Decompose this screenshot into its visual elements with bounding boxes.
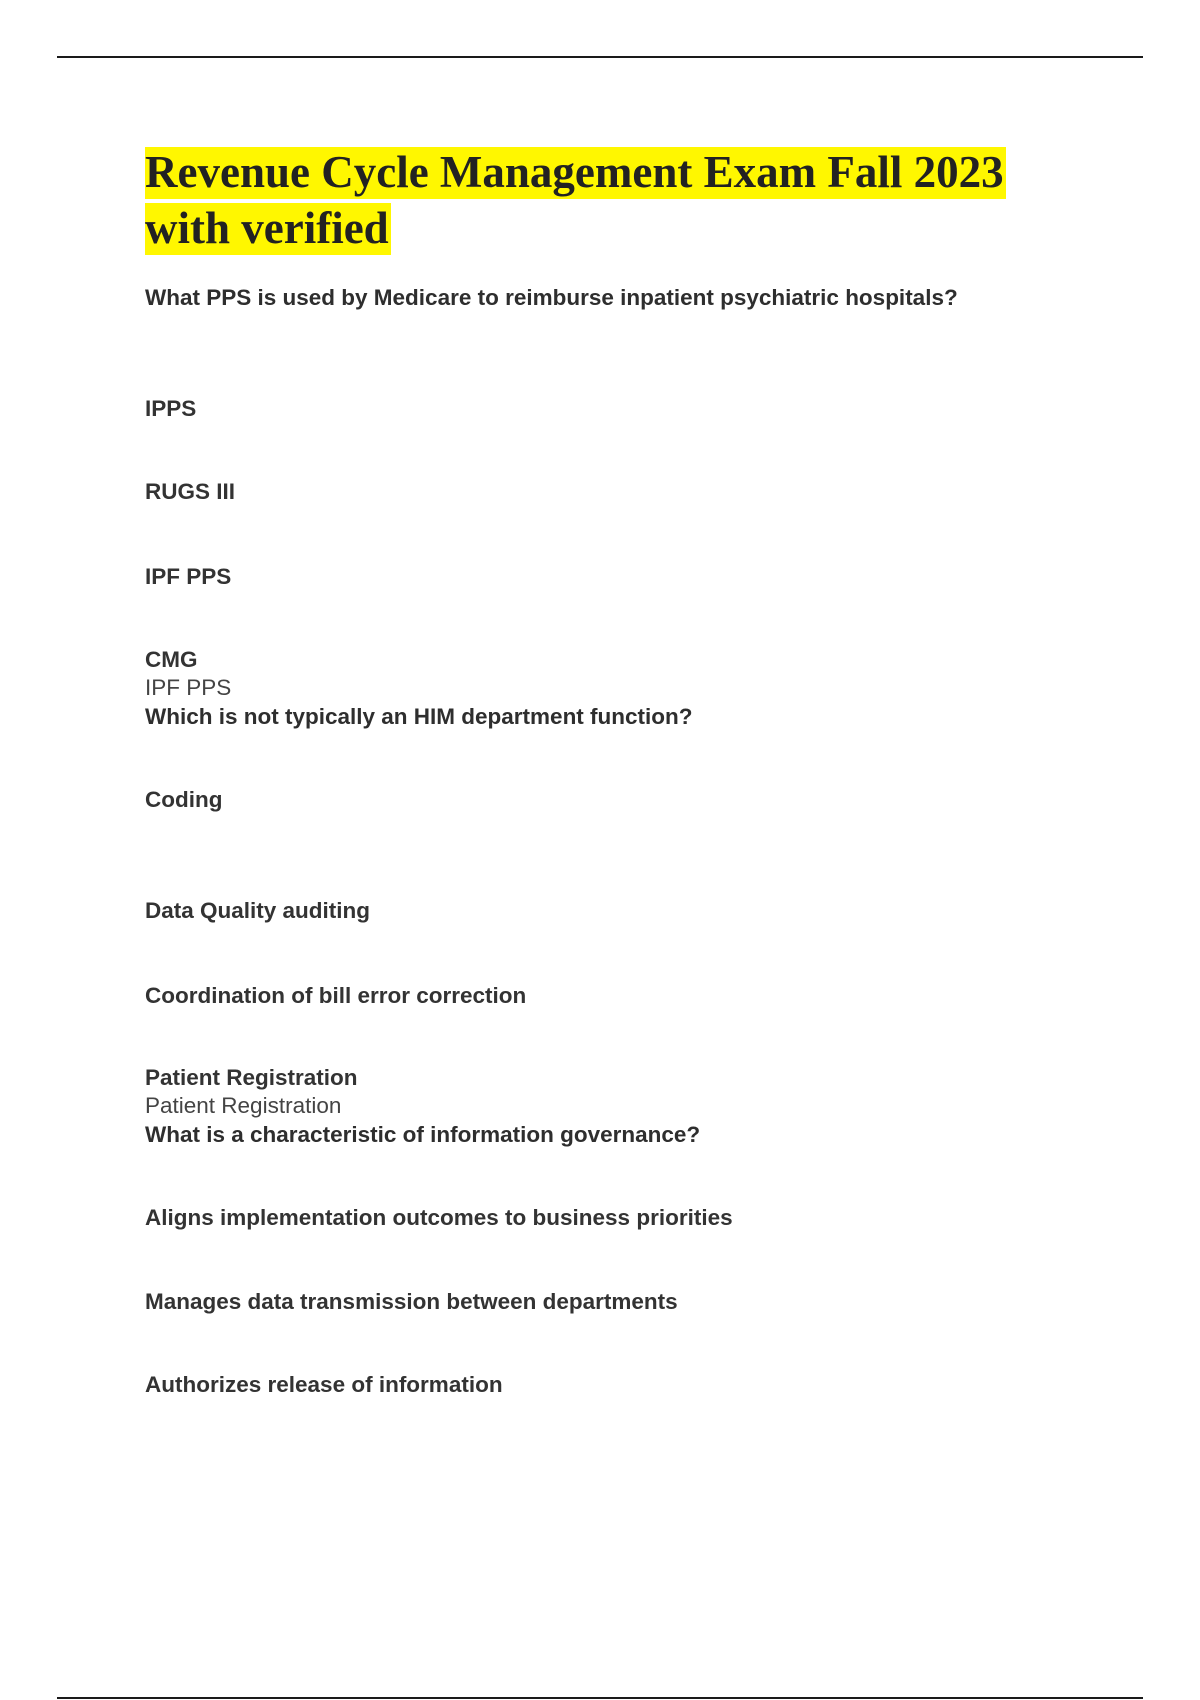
- question-1: What PPS is used by Medicare to reimburse inpatient psychiatric hospitals?: [145, 285, 958, 310]
- question-3-option-3: Authorizes release of information: [145, 1372, 503, 1397]
- question-3: What is a characteristic of information governance?: [145, 1122, 701, 1147]
- question-1-option-4: CMG: [145, 647, 198, 672]
- question-2-option-2: Data Quality auditing: [145, 898, 371, 923]
- top-rule: [57, 56, 1143, 58]
- question-3-option-1: Aligns implementation outcomes to business priorities: [145, 1205, 733, 1230]
- document-title: [145, 144, 1085, 256]
- question-2-option-3: Coordination of bill error correction: [145, 983, 527, 1008]
- question-1-answer: IPF PPS: [145, 675, 232, 700]
- question-1-option-2: RUGS III: [145, 479, 236, 504]
- question-2-option-1: Coding: [145, 787, 223, 812]
- question-2: Which is not typically an HIM department function?: [145, 704, 693, 729]
- title-highlight: Revenue Cycle Management Exam Fall 2023 with verified: [145, 147, 1004, 253]
- question-3-option-2: Manages data transmission between departments: [145, 1289, 678, 1314]
- bottom-rule: [57, 1697, 1143, 1699]
- question-1-option-1: IPPS: [145, 396, 197, 421]
- question-2-answer: Patient Registration: [145, 1093, 342, 1118]
- question-2-option-4: Patient Registration: [145, 1065, 358, 1090]
- question-1-option-3: IPF PPS: [145, 564, 232, 589]
